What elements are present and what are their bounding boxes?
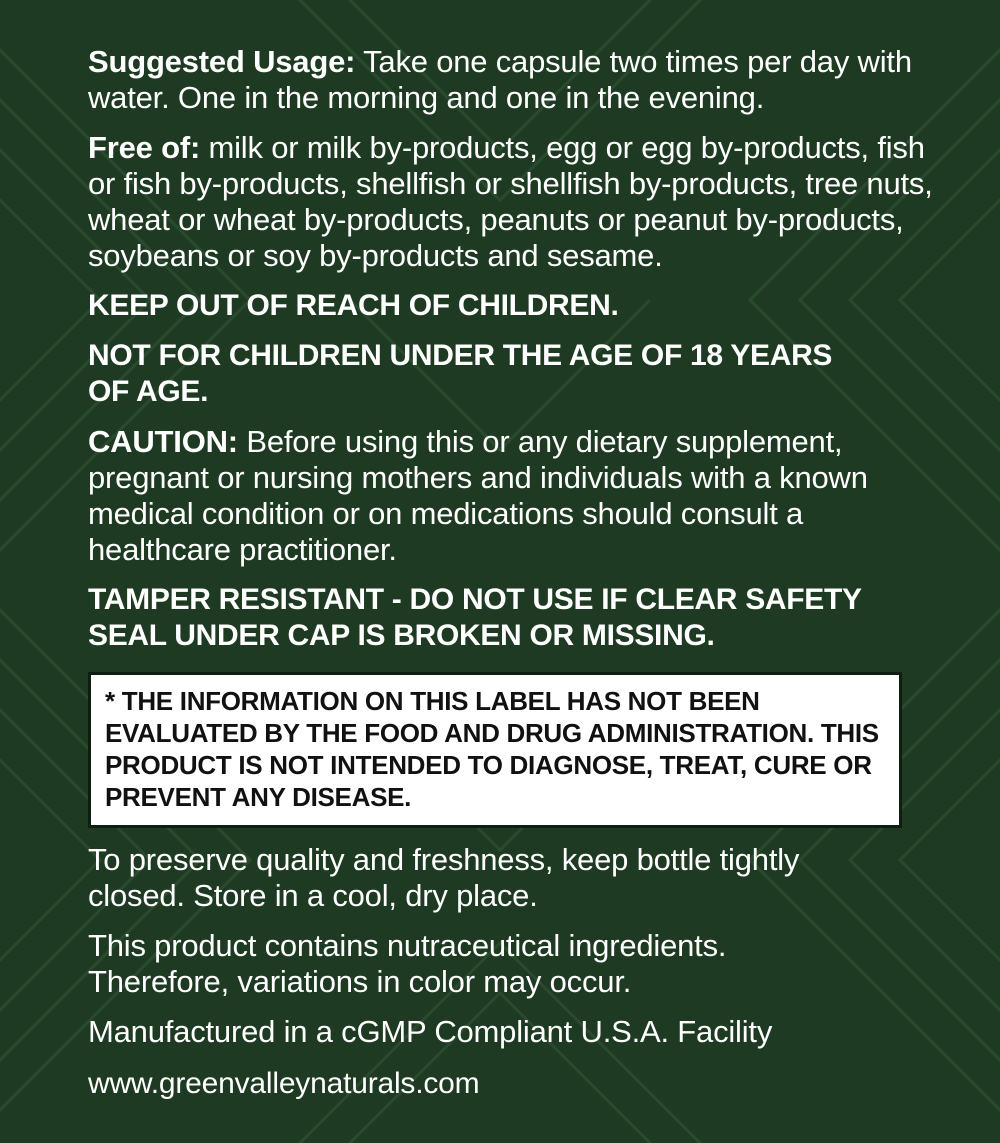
label-content bbox=[88, 44, 933, 1116]
tamper-warning: TAMPER RESISTANT - DO NOT USE IF CLEAR SAFETY SEAL UNDER CAP IS BROKEN OR MISSING. bbox=[88, 583, 862, 652]
fda-disclaimer-text: * THE INFORMATION ON THIS LABEL HAS NOT BEEN EVALUATED BY THE FOOD AND DRUG ADMINISTRATION. THIS PRODUCT IS NOT INTENDED TO DIAGNOSE, TREAT, CURE OR PREVENT ANY DISEASE. bbox=[105, 686, 879, 812]
suggested-usage-label: Suggested Usage: bbox=[88, 44, 356, 79]
caution-label: CAUTION: bbox=[88, 424, 238, 459]
caution-statement bbox=[88, 424, 933, 568]
color-variation-note: This product contains nutraceutical ingredients. Therefore, variations in color may occur. bbox=[88, 928, 727, 999]
fda-disclaimer-box bbox=[88, 672, 902, 828]
free-of-text: milk or milk by-products, egg or egg by-products, fish or fish by-products, shellfish or shellfish by-products, tree nuts, wheat or wheat by-products, peanuts or peanut by-products, soybeans or soy by-products and sesame. bbox=[88, 130, 933, 273]
manufacturing-statement: Manufactured in a cGMP Compliant U.S.A. Facility bbox=[88, 1014, 773, 1049]
website-link[interactable]: www.greenvalleynaturals.com bbox=[88, 1067, 480, 1100]
suggested-usage bbox=[88, 44, 933, 116]
suggested-usage-text: Take one capsule two times per day with water. One in the morning and one in the evening. bbox=[88, 44, 912, 115]
keep-out-warning: KEEP OUT OF REACH OF CHILDREN. bbox=[88, 289, 619, 322]
age-warning: NOT FOR CHILDREN UNDER THE AGE OF 18 YEARS OF AGE. bbox=[88, 339, 833, 408]
caution-text: Before using this or any dietary supplement, pregnant or nursing mothers and individuals with a known medical condition or on medications should consult a healthcare practitioner. bbox=[88, 424, 868, 567]
free-of-statement bbox=[88, 130, 933, 274]
storage-instructions: To preserve quality and freshness, keep bottle tightly closed. Store in a cool, dry place. bbox=[88, 842, 800, 913]
free-of-label: Free of: bbox=[88, 130, 201, 165]
